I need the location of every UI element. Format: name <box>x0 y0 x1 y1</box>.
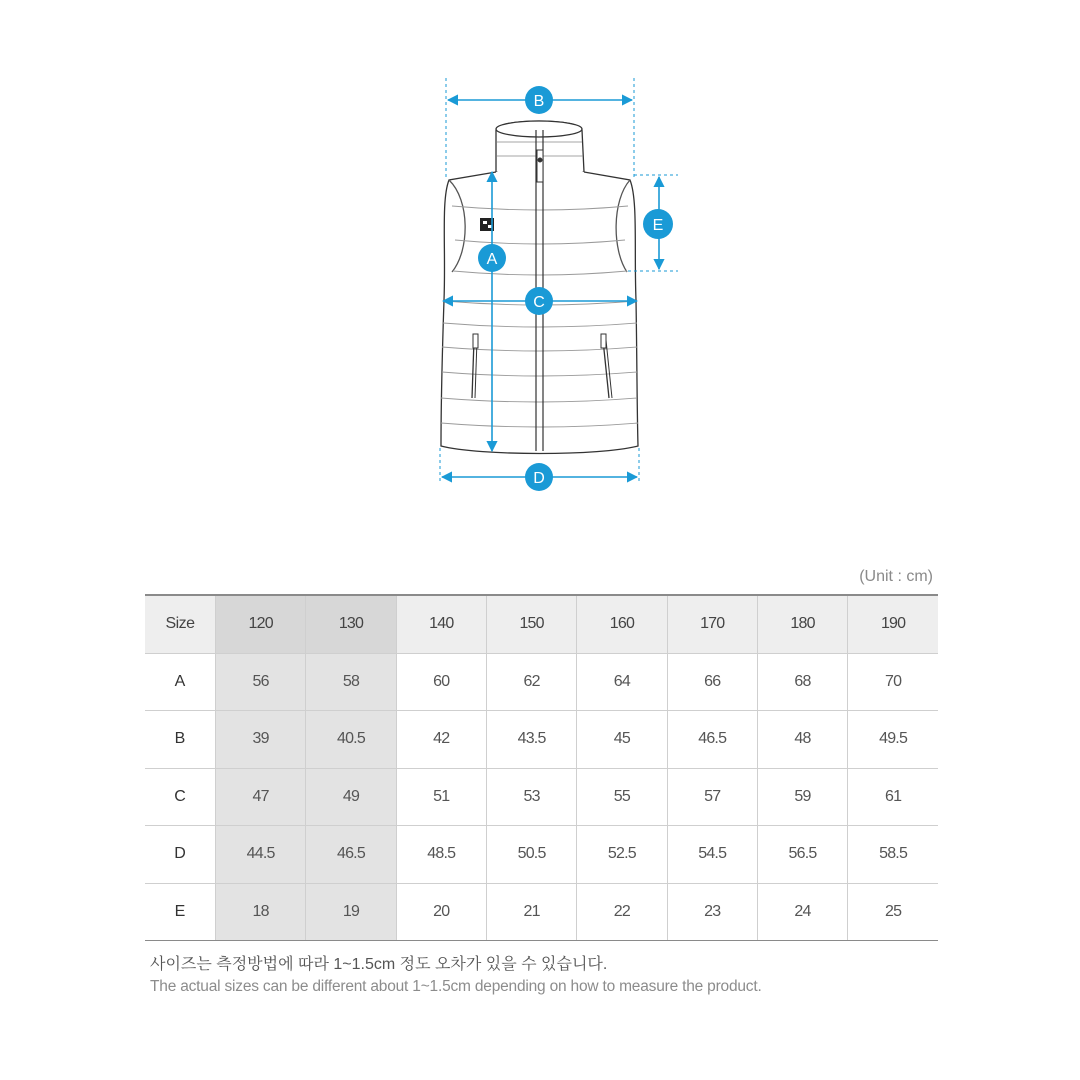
table-cell: 39 <box>216 711 306 769</box>
size-header-cell: 150 <box>486 595 576 653</box>
row-label: D <box>145 826 216 884</box>
row-label: C <box>145 768 216 826</box>
size-header-cell: 140 <box>396 595 486 653</box>
size-header-cell: 190 <box>848 595 938 653</box>
svg-text:A: A <box>486 251 498 268</box>
svg-text:D: D <box>533 470 545 487</box>
table-cell: 21 <box>486 883 576 941</box>
table-cell: 40.5 <box>306 711 396 769</box>
table-cell: 47 <box>216 768 306 826</box>
table-cell: 25 <box>848 883 938 941</box>
table-cell: 56 <box>216 653 306 711</box>
table-cell: 59 <box>757 768 847 826</box>
row-label: A <box>145 653 216 711</box>
table-cell: 70 <box>848 653 938 711</box>
table-cell: 22 <box>577 883 667 941</box>
table-cell: 61 <box>848 768 938 826</box>
size-header-cell: 120 <box>216 595 306 653</box>
marker-c <box>525 287 553 315</box>
table-cell: 55 <box>577 768 667 826</box>
table-cell: 49.5 <box>848 711 938 769</box>
table-row <box>145 768 938 826</box>
size-header-cell: 180 <box>757 595 847 653</box>
table-cell: 58 <box>306 653 396 711</box>
table-cell: 49 <box>306 768 396 826</box>
note-english: The actual sizes can be different about 1~1.5cm depending on how to measure the product. <box>150 978 762 995</box>
table-row <box>145 711 938 769</box>
table-cell: 68 <box>757 653 847 711</box>
table-row <box>145 883 938 941</box>
table-cell: 66 <box>667 653 757 711</box>
table-cell: 24 <box>757 883 847 941</box>
table-cell: 51 <box>396 768 486 826</box>
row-label: B <box>145 711 216 769</box>
table-cell: 50.5 <box>486 826 576 884</box>
table-cell: 54.5 <box>667 826 757 884</box>
vest-measurement-diagram <box>0 0 1080 520</box>
svg-text:C: C <box>533 294 545 311</box>
table-cell: 20 <box>396 883 486 941</box>
size-header-cell: 170 <box>667 595 757 653</box>
table-cell: 46.5 <box>667 711 757 769</box>
table-cell: 57 <box>667 768 757 826</box>
table-cell: 56.5 <box>757 826 847 884</box>
svg-text:B: B <box>533 93 545 110</box>
marker-d <box>525 463 553 491</box>
size-table <box>145 594 938 941</box>
table-cell: 42 <box>396 711 486 769</box>
table-cell: 60 <box>396 653 486 711</box>
table-cell: 48 <box>757 711 847 769</box>
table-cell: 64 <box>577 653 667 711</box>
table-cell: 62 <box>486 653 576 711</box>
table-cell: 19 <box>306 883 396 941</box>
table-row <box>145 826 938 884</box>
table-cell: 48.5 <box>396 826 486 884</box>
table-cell: 43.5 <box>486 711 576 769</box>
row-label: E <box>145 883 216 941</box>
size-header-label: Size <box>145 595 216 653</box>
table-row <box>145 653 938 711</box>
marker-b <box>525 86 553 114</box>
table-cell: 46.5 <box>306 826 396 884</box>
table-cell: 53 <box>486 768 576 826</box>
svg-text:E: E <box>652 217 664 234</box>
table-cell: 58.5 <box>848 826 938 884</box>
marker-e <box>643 209 673 239</box>
size-header-cell: 160 <box>577 595 667 653</box>
note-korean: 사이즈는 측정방법에 따라 1~1.5cm 정도 오차가 있을 수 있습니다. <box>150 956 608 973</box>
table-header-row <box>145 595 938 653</box>
table-cell: 44.5 <box>216 826 306 884</box>
size-header-cell: 130 <box>306 595 396 653</box>
table-cell: 45 <box>577 711 667 769</box>
marker-a <box>478 244 506 272</box>
table-cell: 18 <box>216 883 306 941</box>
table-cell: 23 <box>667 883 757 941</box>
table-cell: 52.5 <box>577 826 667 884</box>
unit-label: (Unit : cm) <box>859 568 933 585</box>
